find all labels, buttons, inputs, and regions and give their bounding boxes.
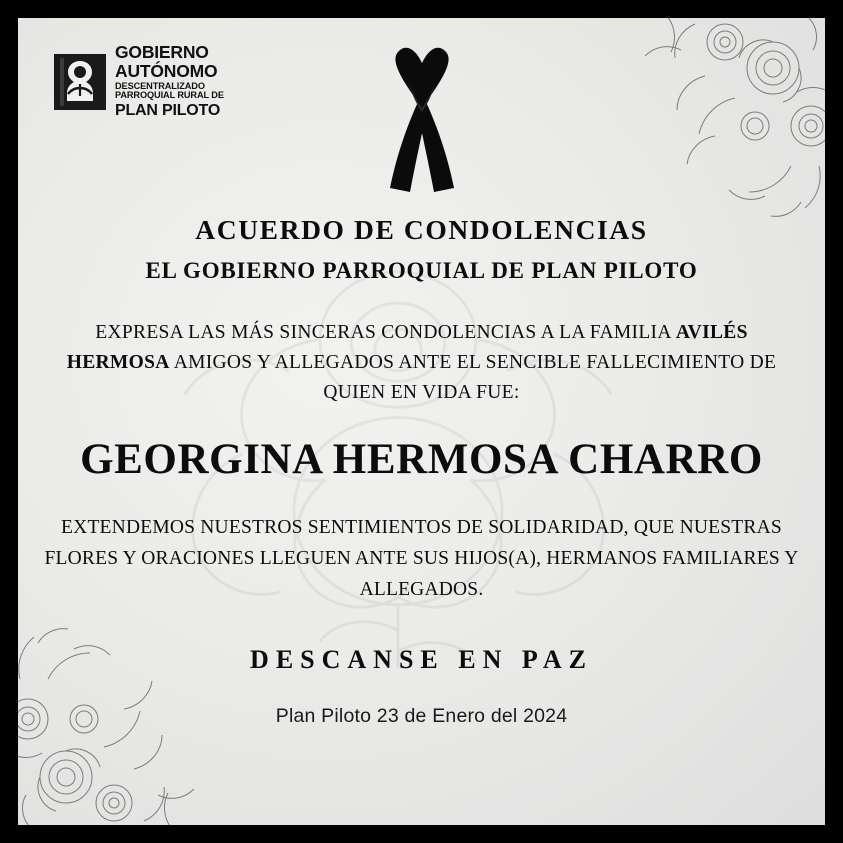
logo-line-4: PARROQUIAL RURAL DE — [115, 90, 224, 101]
black-mourning-ribbon-icon — [356, 42, 488, 192]
logo-line-5: PLAN PILOTO — [115, 102, 221, 120]
paragraph-two: EXTENDEMOS NUESTROS SENTIMIENTOS DE SOLIDARIDAD, QUE NUESTRAS FLORES Y ORACIONES LLEGUEN ANTE SUS HIJOS(A), HERMANOS FAMILIARES Y ALLEGADOS. — [44, 516, 799, 601]
paragraph-one-part2: AMIGOS Y ALLEGADOS ANTE EL SENCIBLE FALLECIMIENTO DE QUIEN EN VIDA FUE: — [169, 352, 777, 404]
deceased-name: GEORGINA HERMOSA CHARRO — [80, 435, 763, 483]
rest-in-peace-text: DESCANSE EN PAZ — [250, 645, 593, 675]
logo-line-1: GOBIERNO — [115, 42, 209, 62]
gad-logo — [54, 44, 224, 119]
family-name-bold: AVILÉS HERMOSA — [66, 322, 748, 374]
card-inner-panel — [18, 18, 825, 825]
coat-of-arms-icon — [54, 54, 106, 110]
paragraph-one-part1: EXPRESA LAS MÁS SINCERAS CONDOLENCIAS A LA FAMILIA — [95, 322, 676, 343]
logo-line-3: DESCENTRALIZADO — [115, 81, 205, 91]
logo-line-2: AUTÓNOMO — [115, 60, 218, 81]
page-title: ACUERDO DE CONDOLENCIAS — [195, 214, 648, 245]
condolence-content — [18, 214, 825, 728]
floral-roses-corner-icon-top-right — [605, 18, 825, 236]
date-line: Plan Piloto 23 de Enero del 2024 — [275, 705, 568, 728]
paragraph-one — [42, 318, 802, 409]
page-subtitle: EL GOBIERNO PARROQUIAL DE PLAN PILOTO — [145, 258, 698, 283]
